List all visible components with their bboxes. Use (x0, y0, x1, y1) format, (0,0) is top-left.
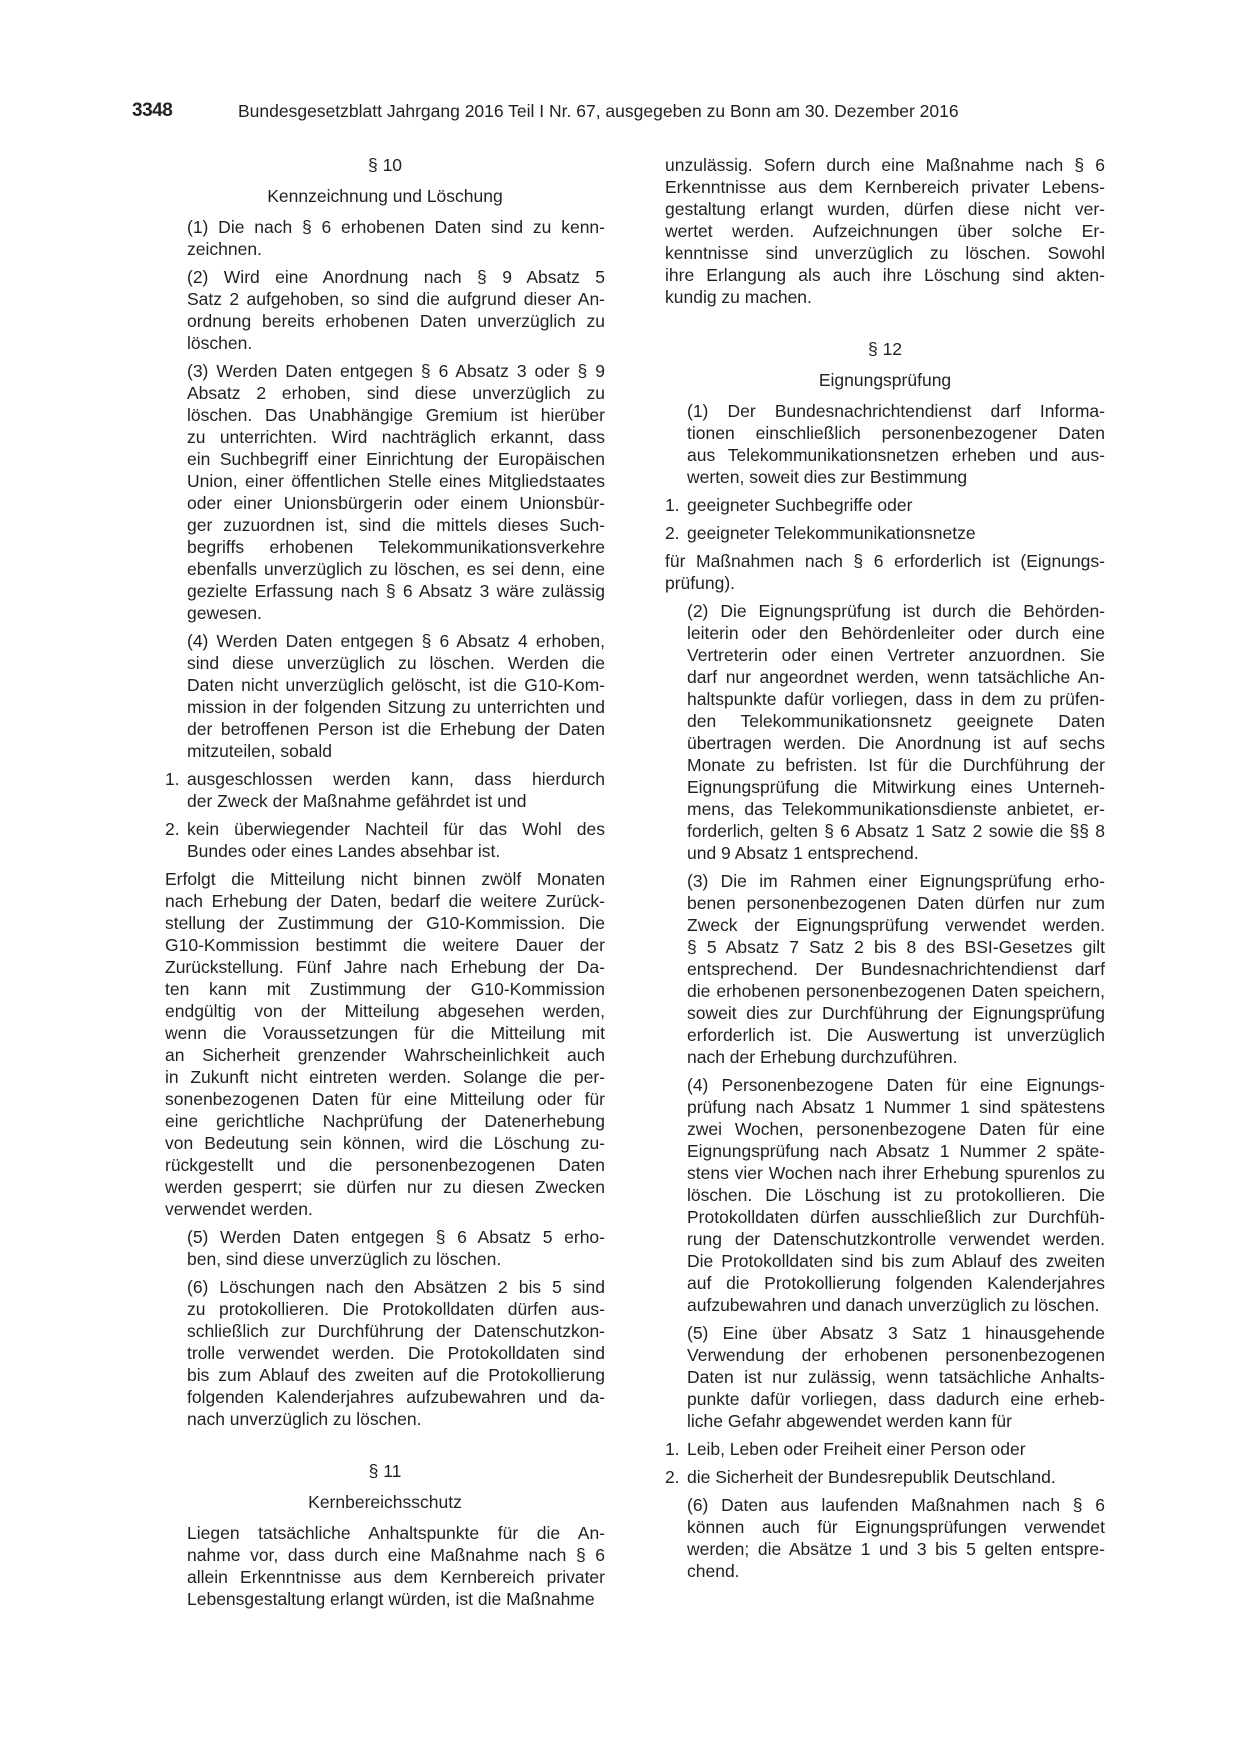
text-line: benen personenbezogenen Daten dürfen nur zum (687, 893, 1105, 913)
list-item-number: 1. (165, 769, 180, 789)
section-12-number: § 12 (867, 339, 903, 359)
text-line: gezielte Erfassung nach § 6 Absatz 3 wäre zulässig (187, 581, 605, 601)
list-item-line: geeigneter Telekommunikationsnetze (687, 523, 976, 543)
left-column (165, 154, 605, 1616)
s11-paragraph-1-continued (665, 154, 1105, 308)
text-line: bis zum Ablauf des zweiten auf die Protokollierung (187, 1365, 605, 1385)
text-line: rung der Datenschutzkontrolle verwendet werden. (687, 1229, 1105, 1249)
text-line: stens vier Wochen nach ihrer Erhebung spurenlos zu (687, 1163, 1105, 1183)
text-line: für Maßnahmen nach § 6 erforderlich ist (Eignungs- (665, 551, 1105, 571)
text-line: Satz 2 aufgehoben, so sind die aufgrund dieser An- (187, 289, 605, 309)
text-line: kundig zu machen. (665, 287, 812, 307)
text-line: zu unterrichten. Wird nachträglich erkannt, dass (187, 427, 605, 447)
list-item-line: Bundes oder eines Landes absehbar ist. (187, 841, 501, 861)
text-line: auf die Protokollierung folgenden Kalenderjahres (687, 1273, 1105, 1293)
text-line: löschen. Die Löschung ist zu protokollieren. Die (687, 1185, 1105, 1205)
text-line: soweit dies zur Durchführung der Eignungsprüfung (687, 1003, 1105, 1023)
text-line: Daten nicht unverzüglich gelöscht, ist die G10-Kom- (187, 675, 605, 695)
s12-list-2 (665, 1438, 1105, 1488)
text-line: die erhobenen personenbezogenen Daten speichern, (687, 981, 1105, 1001)
text-line: folgenden Kalenderjahres aufzubewahren und da- (187, 1387, 605, 1407)
list-item (665, 1466, 1105, 1488)
text-line: Union, einer öffentlichen Stelle eines Mitgliedstaates (187, 471, 605, 491)
text-line: ten kann mit Zustimmung der G10-Kommission (165, 979, 605, 999)
text-line: (6) Daten aus laufenden Maßnahmen nach § 6 (687, 1495, 1105, 1515)
list-item-line: geeigneter Suchbegriffe oder (687, 495, 913, 515)
text-line: Monate zu befristen. Ist für die Durchführung der (687, 755, 1105, 775)
s12-list-1 (665, 494, 1105, 544)
text-line: Erkenntnisse aus dem Kernbereich privater Lebens- (665, 177, 1105, 197)
s11-paragraph-1 (165, 1522, 605, 1610)
text-line: in Zukunft nicht eintreten werden. Solange die per- (165, 1067, 605, 1087)
text-line: nach der Erhebung durchzuführen. (687, 1047, 958, 1067)
text-line: Liegen tatsächliche Anhaltspunkte für die An- (187, 1523, 605, 1543)
text-line: löschen. (187, 333, 253, 353)
list-item-line: ausgeschlossen werden kann, dass hierdurch (187, 769, 605, 789)
text-line: leiterin oder den Behördenleiter oder durch eine (687, 623, 1105, 643)
text-line: Eignungsprüfung die Mitwirkung eines Unterneh- (687, 777, 1105, 797)
s10-paragraph-6 (165, 1276, 605, 1430)
text-line: Daten ist nur zulässig, wenn tatsächliche Anhalts- (687, 1367, 1105, 1387)
text-line: (1) Der Bundesnachrichtendienst darf Informa- (687, 401, 1105, 421)
text-line: zeichnen. (187, 239, 262, 259)
text-line: wenn die Voraussetzungen für die Mitteilung mit (165, 1023, 605, 1043)
text-line: erforderlich ist. Die Auswertung ist unverzüglich (687, 1025, 1105, 1045)
s12-paragraph-1 (665, 400, 1105, 488)
text-line: nach Erhebung der Daten, bedarf die weitere Zurück- (165, 891, 605, 911)
text-line: nach unverzüglich zu löschen. (187, 1409, 422, 1429)
text-line: ihre Erlangung als auch ihre Löschung sind akten- (665, 265, 1105, 285)
text-line: schließlich zur Durchführung der Datenschutzkon- (187, 1321, 605, 1341)
text-line: liche Gefahr abgewendet werden kann für (687, 1411, 1012, 1431)
text-line: G10-Kommission bestimmt die weitere Dauer der (165, 935, 605, 955)
list-item-line: Leib, Leben oder Freiheit einer Person oder (687, 1439, 1026, 1459)
header-title: Bundesgesetzblatt Jahrgang 2016 Teil I Nr. 67, ausgegeben zu Bonn am 30. Dezember 2016 (238, 101, 959, 121)
text-line: prüfung). (665, 573, 736, 593)
text-line: ein Suchbegriff einer Einrichtung der Europäischen (187, 449, 605, 469)
section-11-title: Kernbereichsschutz (308, 1492, 462, 1512)
list-item-line: kein überwiegender Nachteil für das Wohl des (187, 819, 605, 839)
text-line: begriffs erhobenen Telekommunikationsverkehre (187, 537, 605, 557)
list-item (665, 494, 1105, 516)
list-item-number: 2. (165, 819, 180, 839)
section-12-title: Eignungsprüfung (818, 370, 952, 390)
text-line: (4) Werden Daten entgegen § 6 Absatz 4 erhoben, (187, 631, 605, 651)
s12-paragraph-5 (665, 1322, 1105, 1432)
text-line: endgültig von der Mitteilung abgesehen werden, (165, 1001, 605, 1021)
text-line: ebenfalls unverzüglich zu löschen, es sei denn, eine (187, 559, 605, 579)
text-line: rückgestellt und die personenbezogenen Daten (165, 1155, 605, 1175)
text-line: werten, soweit dies zur Bestimmung (687, 467, 968, 487)
s12-paragraph-6 (665, 1494, 1105, 1582)
text-line: Absatz 2 erhoben, sind diese unverzüglich zu (187, 383, 605, 403)
s12-paragraph-3 (665, 870, 1105, 1068)
right-column (665, 154, 1105, 1588)
text-line: nahme vor, dass durch eine Maßnahme nach § 6 (187, 1545, 605, 1565)
text-line: darf nur angeordnet werden, wenn tatsächliche An- (687, 667, 1105, 687)
text-line: an Sicherheit grenzender Wahrscheinlichkeit auch (165, 1045, 605, 1065)
text-line: Eignungsprüfung nach Absatz 1 Nummer 2 späte- (687, 1141, 1105, 1161)
text-line: aus Telekommunikationsnetzen erheben und aus- (687, 445, 1105, 465)
text-line: Zweck der Eignungsprüfung verwendet werden. (687, 915, 1105, 935)
text-line: unzulässig. Sofern durch eine Maßnahme nach § 6 (665, 155, 1105, 175)
text-line: (6) Löschungen nach den Absätzen 2 bis 5 sind (187, 1277, 605, 1297)
s10-paragraph-1 (165, 216, 605, 260)
text-line: mission in der folgenden Sitzung zu unterrichten und (187, 697, 605, 717)
list-item (165, 818, 605, 862)
text-line: mens, das Telekommunikationsdienste anbietet, er- (687, 799, 1105, 819)
list-item-line: die Sicherheit der Bundesrepublik Deutschland. (687, 1467, 1056, 1487)
text-line: ger zuzuordnen ist, sind die mittels dieses Such- (187, 515, 605, 535)
text-line: stellung der Zustimmung der G10-Kommission. Die (165, 913, 605, 933)
text-line: zwei Wochen, personenbezogene Daten für eine (687, 1119, 1105, 1139)
text-line: kenntnisse sind unverzüglich zu löschen. Sowohl (665, 243, 1105, 263)
list-item-number: 1. (665, 495, 680, 515)
text-line: (2) Wird eine Anordnung nach § 9 Absatz 5 (187, 267, 605, 287)
text-line: ordnung bereits erhobenen Daten unverzüglich zu (187, 311, 605, 331)
text-line: (5) Werden Daten entgegen § 6 Absatz 5 erho- (187, 1227, 605, 1247)
text-line: verwendet werden. (165, 1199, 313, 1219)
text-line: übertragen werden. Die Anordnung ist auf sechs (687, 733, 1105, 753)
text-line: tionen einschließlich personenbezogener Daten (687, 423, 1105, 443)
text-line: (3) Die im Rahmen einer Eignungsprüfung erho- (687, 871, 1105, 891)
s12-paragraph-4 (665, 1074, 1105, 1316)
running-header (132, 100, 1112, 128)
text-line: oder einer Unionsbürgerin oder einem Unionsbür- (187, 493, 605, 513)
text-line: Die Protokolldaten sind bis zum Ablauf des zweiten (687, 1251, 1105, 1271)
text-line: (2) Die Eignungsprüfung ist durch die Behörden- (687, 601, 1105, 621)
text-line: entsprechend. Der Bundesnachrichtendienst darf (687, 959, 1105, 979)
list-item-number: 2. (665, 523, 680, 543)
list-item (165, 768, 605, 812)
text-line: allein Erkenntnisse aus dem Kernbereich privater (187, 1567, 605, 1587)
text-line: prüfung nach Absatz 1 Nummer 1 sind spätestens (687, 1097, 1105, 1117)
text-line: von Bedeutung sein können, wird die Löschung zu- (165, 1133, 605, 1153)
text-line: wertet werden. Aufzeichnungen über solche Er- (665, 221, 1105, 241)
text-line: löschen. Das Unabhängige Gremium ist hierüber (187, 405, 605, 425)
s10-paragraph-4-continued (165, 868, 605, 1220)
text-line: Lebensgestaltung erlangt würden, ist die Maßnahme (187, 1589, 595, 1609)
list-item-number: 2. (665, 1467, 680, 1487)
text-line: Protokolldaten dürfen ausschließlich zur Durchfüh- (687, 1207, 1105, 1227)
text-line: Erfolgt die Mitteilung nicht binnen zwölf Monaten (165, 869, 605, 889)
s10-paragraph-4 (165, 630, 605, 762)
section-11-number: § 11 (368, 1461, 402, 1481)
text-line: (5) Eine über Absatz 3 Satz 1 hinausgehende (687, 1323, 1105, 1343)
text-line: ben, sind diese unverzüglich zu löschen. (187, 1249, 502, 1269)
text-line: gewesen. (187, 603, 262, 623)
text-line: aufzubewahren und danach unverzüglich zu löschen. (687, 1295, 1100, 1315)
text-line: der betroffenen Person ist die Erhebung der Daten (187, 719, 605, 739)
text-line: gestaltung erlangt wurden, dürfen diese nicht ver- (665, 199, 1105, 219)
s10-list (165, 768, 605, 862)
text-line: zu protokollieren. Die Protokolldaten dürfen aus- (187, 1299, 605, 1319)
list-item (665, 1438, 1105, 1460)
s10-paragraph-2 (165, 266, 605, 354)
text-line: chend. (687, 1561, 740, 1581)
text-line: haltspunkte dafür vorliegen, dass in dem zu prüfen- (687, 689, 1105, 709)
section-10-number: § 10 (367, 155, 403, 175)
text-line: und 9 Absatz 1 entsprechend. (687, 843, 919, 863)
text-line: trolle verwendet werden. Die Protokolldaten sind (187, 1343, 605, 1363)
text-line: § 5 Absatz 7 Satz 2 bis 8 des BSI-Gesetzes gilt (687, 937, 1105, 957)
text-line: eine gerichtliche Nachprüfung der Datenerhebung (165, 1111, 605, 1131)
text-line: werden gesperrt; sie dürfen nur zu diesen Zwecken (165, 1177, 605, 1197)
text-line: forderlich, gelten § 6 Absatz 1 Satz 2 sowie die §§ 8 (687, 821, 1105, 841)
list-item (665, 522, 1105, 544)
list-item-number: 1. (665, 1439, 680, 1459)
text-line: werden; die Absätze 1 und 3 bis 5 gelten entspre- (687, 1539, 1105, 1559)
s10-paragraph-5 (165, 1226, 605, 1270)
text-line: mitzuteilen, sobald (187, 741, 332, 761)
list-item-line: der Zweck der Maßnahme gefährdet ist und (187, 791, 527, 811)
section-10-title: Kennzeichnung und Löschung (267, 186, 503, 206)
text-line: (4) Personenbezogene Daten für eine Eignungs- (687, 1075, 1105, 1095)
text-line: punkte dafür vorliegen, dass dadurch eine erheb- (687, 1389, 1105, 1409)
s12-paragraph-1-continued (665, 550, 1105, 594)
s10-paragraph-3 (165, 360, 605, 624)
text-line: (3) Werden Daten entgegen § 6 Absatz 3 oder § 9 (187, 361, 605, 381)
text-line: sind diese unverzüglich zu löschen. Werden die (187, 653, 605, 673)
text-line: den Telekommunikationsnetz geeignete Daten (687, 711, 1105, 731)
text-line: sonenbezogenen Daten für eine Mitteilung oder für (165, 1089, 605, 1109)
text-line: Zurückstellung. Fünf Jahre nach Erhebung der Da- (165, 957, 605, 977)
text-line: Verwendung der erhobenen personenbezogenen (687, 1345, 1105, 1365)
page-number: 3348 (132, 100, 173, 121)
text-line: Vertreterin oder einen Vertreter anzuordnen. Sie (687, 645, 1105, 665)
s12-paragraph-2 (665, 600, 1105, 864)
text-line: (1) Die nach § 6 erhobenen Daten sind zu kenn- (187, 217, 605, 237)
text-line: können auch für Eignungsprüfungen verwendet (687, 1517, 1105, 1537)
